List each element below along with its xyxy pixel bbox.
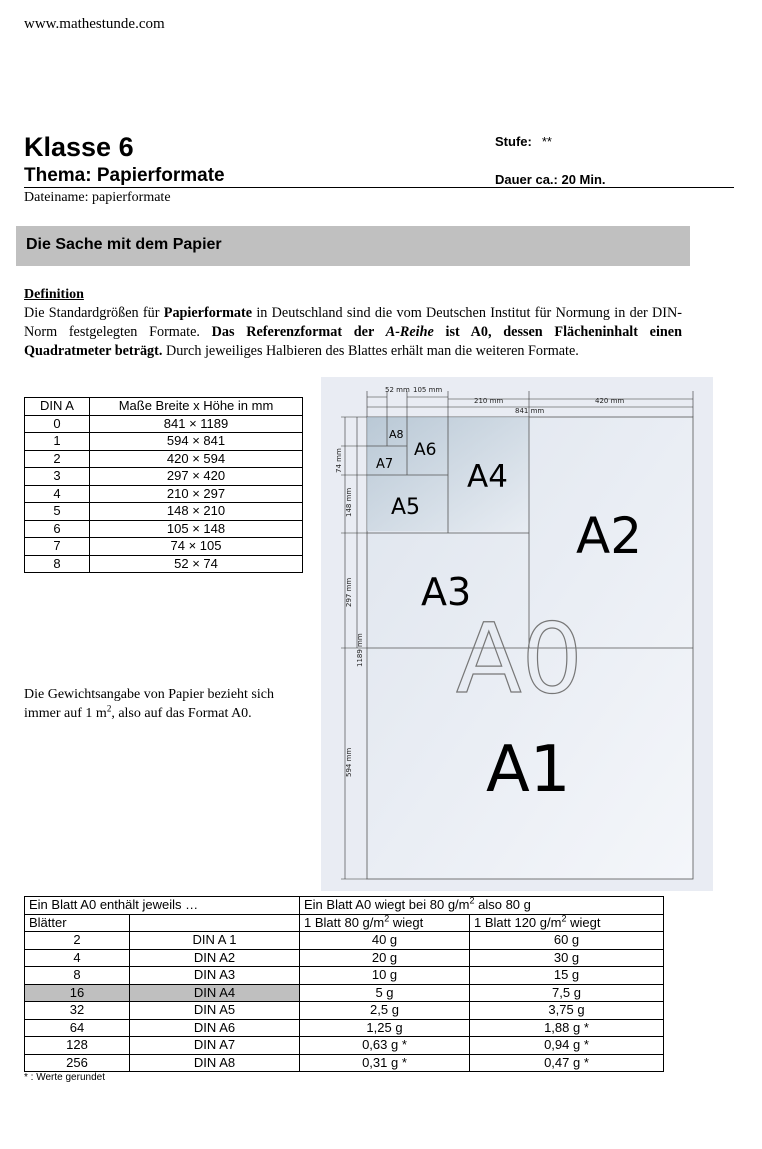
cell-format: DIN A7 (130, 1037, 300, 1055)
def-italic: A-Reihe (385, 324, 434, 340)
topic-title: Thema: Papierformate (24, 165, 225, 186)
label-a3: A3 (421, 570, 472, 614)
table-row (25, 1037, 664, 1055)
label-a5: A5 (391, 495, 421, 520)
col-header-dims: Maße Breite x Höhe in mm (90, 398, 303, 416)
weight-table (24, 896, 664, 1072)
table-row (25, 538, 303, 556)
cell-format: DIN A4 (130, 984, 300, 1002)
cell-format: DIN A8 (130, 1054, 300, 1072)
cell-w80: 5 g (300, 984, 470, 1002)
cell-sheets: 256 (25, 1054, 130, 1072)
cell-w80: 1,25 g (300, 1019, 470, 1037)
dim-1189: 1189 mm (356, 633, 364, 667)
dim-52: 52 mm (385, 386, 410, 394)
cell-sheets: 128 (25, 1037, 130, 1055)
cell-din: 0 (25, 415, 90, 433)
table-row (25, 1054, 664, 1072)
label-a4: A4 (467, 459, 508, 495)
cell-dims: 841 × 1189 (90, 415, 303, 433)
table-row (25, 520, 303, 538)
cell-din: 5 (25, 503, 90, 521)
table-row (25, 949, 664, 967)
header-weight (300, 897, 664, 915)
cell-format: DIN A6 (130, 1019, 300, 1037)
section-title: Die Sache mit dem Papier (26, 236, 222, 253)
header-contains: Ein Blatt A0 enthält jeweils … (25, 897, 300, 915)
paper-format-diagram (321, 377, 713, 891)
cell-dims: 74 × 105 (90, 538, 303, 556)
table-row (25, 433, 303, 451)
table-row (25, 967, 664, 985)
cell-dims: 594 × 841 (90, 433, 303, 451)
class-title: Klasse 6 (24, 132, 134, 162)
cell-din: 4 (25, 485, 90, 503)
site-url: www.mathestunde.com (24, 16, 165, 32)
dim-105: 105 mm (413, 386, 443, 394)
cell-sheets: 2 (25, 932, 130, 950)
definition-heading: Definition (24, 287, 84, 302)
col-header-din: DIN A (25, 398, 90, 416)
sub80-text: 1 Blatt 80 g/m (304, 914, 385, 930)
cell-w120: 60 g (470, 932, 664, 950)
cell-sheets: 8 (25, 967, 130, 985)
table-header-row (25, 398, 303, 416)
label-a6: A6 (414, 440, 437, 460)
dim-297: 297 mm (345, 577, 353, 607)
cell-w120: 7,5 g (470, 984, 664, 1002)
label-a8: A8 (389, 428, 404, 441)
cell-din: 2 (25, 450, 90, 468)
duration-field: Dauer ca.: 20 Min. (495, 172, 606, 187)
label-a1: A1 (486, 733, 571, 807)
sub120-sup: 2 (561, 913, 567, 924)
def-bold-1: Papierformate (163, 305, 253, 321)
section-banner (16, 226, 690, 266)
label-a2: A2 (576, 507, 643, 565)
cell-din: 1 (25, 433, 90, 451)
table-row (25, 450, 303, 468)
def-text-1: Die Standardgrößen für (24, 305, 164, 321)
table-header-row (25, 897, 664, 915)
cell-sheets: 64 (25, 1019, 130, 1037)
cell-w120: 0,47 g * (470, 1054, 664, 1072)
cell-w80: 40 g (300, 932, 470, 950)
subheader-empty (130, 914, 300, 932)
table-row (25, 503, 303, 521)
cell-format: DIN A3 (130, 967, 300, 985)
subheader-120g (470, 914, 664, 932)
def-text-2: in Deutschland sind die vom Deutschen Institut für Normung in der DIN-Norm festgelegten Formate. (24, 305, 682, 340)
cell-dims: 297 × 420 (90, 468, 303, 486)
cell-dims: 105 × 148 (90, 520, 303, 538)
cell-w120: 0,94 g * (470, 1037, 664, 1055)
table-row (25, 932, 664, 950)
weight-note-text-2: , also auf das Format A0. (111, 706, 252, 721)
dim-420: 420 mm (595, 397, 625, 405)
header-weight-sup: 2 (469, 895, 475, 906)
cell-format: DIN A 1 (130, 932, 300, 950)
table-row (25, 485, 303, 503)
cell-w80: 0,31 g * (300, 1054, 470, 1072)
cell-din: 6 (25, 520, 90, 538)
weight-note (24, 685, 304, 723)
def-text-3: Durch jeweiliges Halbieren des Blattes erhält man die weiteren Formate. (162, 343, 579, 359)
footnote: * : Werte gerundet (24, 1072, 105, 1083)
table-row (25, 1002, 664, 1020)
cell-sheets: 4 (25, 949, 130, 967)
din-size-table (24, 397, 303, 573)
dim-74: 74 mm (335, 448, 343, 473)
cell-w120: 30 g (470, 949, 664, 967)
dim-210: 210 mm (474, 397, 504, 405)
def-bold-2: Das Referenzformat der (211, 324, 386, 340)
subheader-80g (300, 914, 470, 932)
sub80-sup: 2 (384, 913, 390, 924)
table-row (25, 415, 303, 433)
header-divider (24, 187, 734, 188)
cell-format: DIN A5 (130, 1002, 300, 1020)
cell-w80: 10 g (300, 967, 470, 985)
cell-w120: 3,75 g (470, 1002, 664, 1020)
level-field (495, 134, 552, 149)
filename: Dateiname: papierformate (24, 190, 171, 205)
cell-w80: 2,5 g (300, 1002, 470, 1020)
subheader-sheets: Blätter (25, 914, 130, 932)
cell-w120: 15 g (470, 967, 664, 985)
cell-dims: 210 × 297 (90, 485, 303, 503)
header-weight-text: Ein Blatt A0 wiegt bei 80 g/m (304, 897, 470, 913)
header-weight-text-2: also 80 g (474, 897, 531, 913)
cell-din: 7 (25, 538, 90, 556)
label-a0: A0 (456, 603, 583, 715)
label-a7: A7 (376, 457, 394, 472)
weight-note-text: Die Gewichtsangabe von Papier bezieht sich immer auf 1 m (24, 687, 274, 721)
cell-dims: 52 × 74 (90, 555, 303, 573)
sub80-text-2: wiegt (389, 914, 424, 930)
sub120-text-2: wiegt (566, 914, 601, 930)
cell-w120: 1,88 g * (470, 1019, 664, 1037)
cell-din: 3 (25, 468, 90, 486)
level-label: Stufe: (495, 134, 532, 149)
def-bold-3: ist A0, dessen Flächeninhalt einen Quadratmeter beträgt. (24, 324, 682, 359)
definition-text (24, 304, 682, 361)
table-row (25, 468, 303, 486)
dim-841: 841 mm (515, 407, 545, 415)
cell-format: DIN A2 (130, 949, 300, 967)
cell-w80: 20 g (300, 949, 470, 967)
table-subheader-row (25, 914, 664, 932)
level-value: ** (541, 134, 552, 149)
table-row (25, 555, 303, 573)
cell-din: 8 (25, 555, 90, 573)
cell-sheets: 16 (25, 984, 130, 1002)
cell-sheets: 32 (25, 1002, 130, 1020)
table-row (25, 1019, 664, 1037)
cell-dims: 148 × 210 (90, 503, 303, 521)
cell-w80: 0,63 g * (300, 1037, 470, 1055)
paper-format-svg (321, 377, 713, 891)
sub120-text: 1 Blatt 120 g/m (474, 914, 562, 930)
weight-note-sup: 2 (106, 703, 112, 714)
dim-594: 594 mm (345, 747, 353, 777)
cell-dims: 420 × 594 (90, 450, 303, 468)
table-row-highlighted (25, 984, 664, 1002)
dim-148: 148 mm (345, 487, 353, 517)
